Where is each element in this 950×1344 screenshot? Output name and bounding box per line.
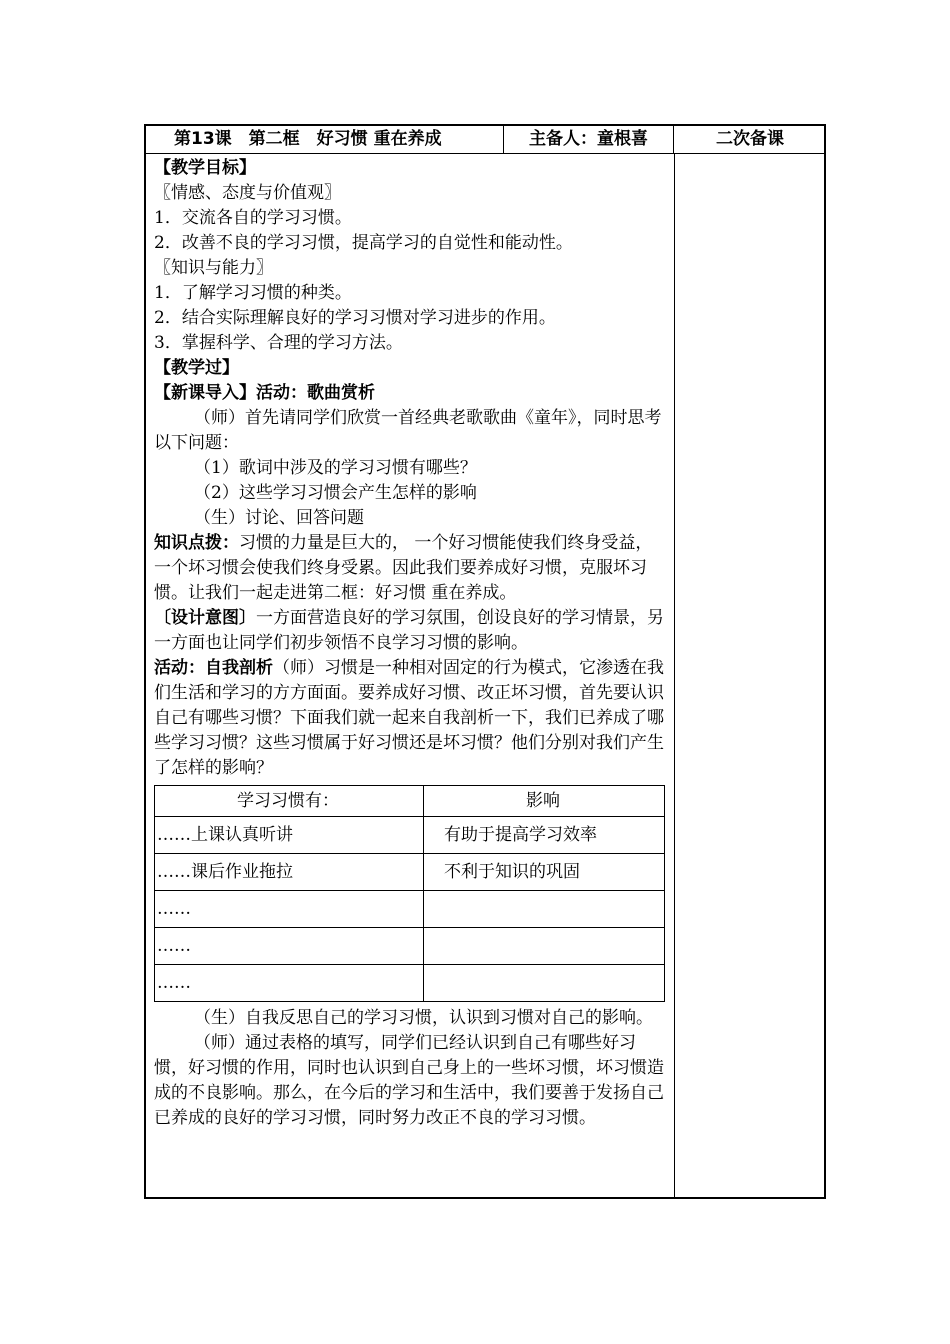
knowledge-item: 2．结合实际理解良好的学习习惯对学习进步的作用。 bbox=[154, 308, 556, 328]
activity-label: 活动：自我剖析 bbox=[154, 658, 273, 678]
habit-cell: ……上课认真听讲 bbox=[155, 817, 424, 854]
table-header-row bbox=[155, 786, 665, 817]
intro-teacher: （师）首先请同学们欣赏一首经典老歌歌曲《童年》，同时思考以下问题： bbox=[154, 408, 662, 453]
design-label: 〔设计意图〕 bbox=[154, 608, 256, 628]
activity-text: （师）习惯是一种相对固定的行为模式，它渗透在我们生活和学习的方方面面。要养成好习惯、改正坏习惯，首先要认识自己有哪些习惯？下面我们就一起来自我剖析一下，我们已养成了哪些学习习惯？这些习惯属于好习惯还是坏习惯？他们分别对我们产生了怎样的影响？ bbox=[154, 658, 664, 778]
tip-paragraph bbox=[154, 531, 666, 606]
student-reflect: （生）自我反思自己的学习习惯，认识到习惯对自己的影响。 bbox=[194, 1008, 653, 1028]
table-row bbox=[155, 891, 665, 928]
design-text: 一方面营造良好的学习氛围，创设良好的学习情景，另一方面也让同学们初步领悟不良学习习惯的影响。 bbox=[154, 608, 664, 653]
emotion-item: 2．改善不良的学习习惯，提高学习的自觉性和能动性。 bbox=[154, 233, 573, 253]
emotion-heading: 〖情感、态度与价值观〗 bbox=[154, 183, 341, 203]
lesson-plan-sheet bbox=[144, 124, 826, 1199]
habit-cell: …… bbox=[155, 891, 424, 928]
intro-heading: 【新课导入】活动：歌曲赏析 bbox=[154, 383, 375, 403]
habit-cell: …… bbox=[155, 965, 424, 1002]
tip-label: 知识点拨： bbox=[154, 533, 239, 553]
lesson-content bbox=[154, 156, 666, 1131]
knowledge-item: 1．了解学习习惯的种类。 bbox=[154, 283, 352, 303]
knowledge-item: 3．掌握科学、合理的学习方法。 bbox=[154, 333, 403, 353]
question-1: （1）歌词中涉及的学习习惯有哪些？ bbox=[194, 458, 477, 478]
table-row bbox=[155, 928, 665, 965]
table-header-habits: 学习习惯有： bbox=[155, 786, 424, 817]
habit-table bbox=[154, 785, 665, 1002]
impact-cell bbox=[424, 928, 665, 965]
design-paragraph bbox=[154, 606, 666, 656]
table-row bbox=[155, 817, 665, 854]
activity-paragraph bbox=[154, 656, 666, 781]
preparer: 主备人：童根喜 bbox=[504, 126, 674, 154]
goals-heading: 【教学目标】 bbox=[154, 158, 256, 178]
habit-cell: …… bbox=[155, 928, 424, 965]
impact-cell: 不利于知识的巩固 bbox=[424, 854, 665, 891]
impact-cell bbox=[424, 965, 665, 1002]
table-header-impact: 影响 bbox=[424, 786, 665, 817]
teacher-summary: （师）通过表格的填写，同学们已经认识到自己有哪些好习惯，好习惯的作用，同时也认识到自己身上的一些坏习惯，坏习惯造成的不良影响。那么，在今后的学习和生活中，我们要善于发扬自己已养成的良好的学习习惯，同时努力改正不良的学习习惯。 bbox=[154, 1033, 664, 1128]
habit-cell: ……课后作业拖拉 bbox=[155, 854, 424, 891]
emotion-item: 1．交流各自的学习习惯。 bbox=[154, 208, 352, 228]
second-prep-heading: 二次备课 bbox=[674, 126, 826, 154]
table-row bbox=[155, 965, 665, 1002]
tip-text: 习惯的力量是巨大的， 一个好习惯能使我们终身受益，一个坏习惯会使我们终身受累。因此我们要养成好习惯，克服坏习惯。让我们一起走进第二框：好习惯 重在养成。 bbox=[154, 533, 653, 603]
table-row bbox=[155, 854, 665, 891]
question-2: （2）这些学习习惯会产生怎样的影响 bbox=[194, 483, 477, 503]
impact-cell bbox=[424, 891, 665, 928]
impact-cell: 有助于提高学习效率 bbox=[424, 817, 665, 854]
lesson-title: 第13课 第二框 好习惯 重在养成 bbox=[146, 126, 504, 154]
student-discuss: （生）讨论、回答问题 bbox=[194, 508, 364, 528]
column-divider bbox=[674, 154, 675, 1199]
process-heading: 【教学过】 bbox=[154, 358, 239, 378]
knowledge-heading: 〖知识与能力〗 bbox=[154, 258, 273, 278]
